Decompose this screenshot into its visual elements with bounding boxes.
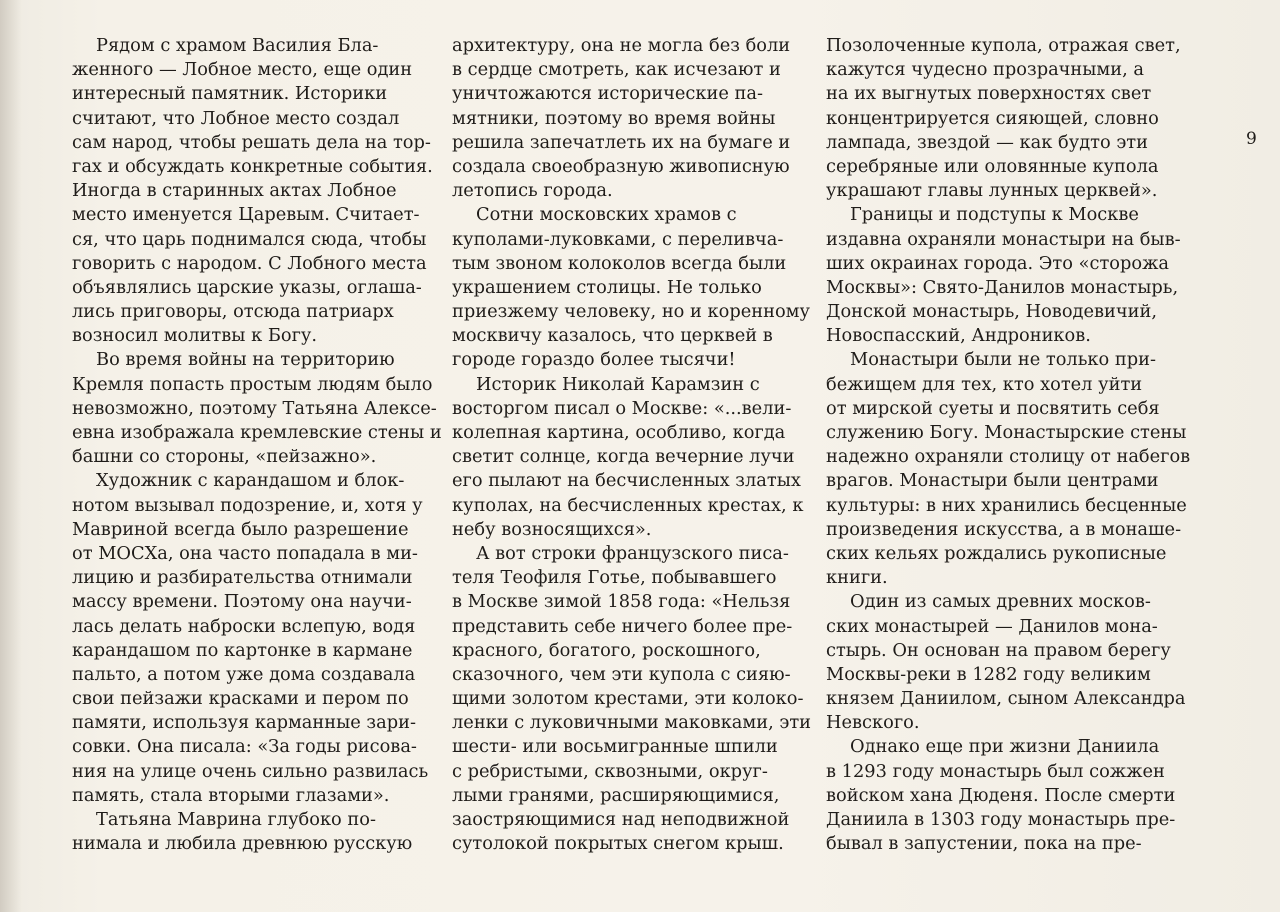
- text-line: тым звоном колоколов всегда были: [452, 252, 787, 274]
- text-line: восторгом писал о Москве: «...вели-: [452, 397, 792, 419]
- text-line: архитектуру, она не могла без боли: [452, 35, 791, 56]
- text-line: Сотни московских храмов с: [476, 204, 737, 226]
- text-line: пальто, а потом уже дома создавала: [72, 663, 416, 685]
- text-line: стырь. Он основан на правом берегу: [826, 639, 1171, 661]
- text-line: место именуется Царевым. Считает-: [72, 204, 420, 226]
- text-line: культуры: в них хранились бесценные: [826, 494, 1187, 516]
- text-line: князем Даниилом, сыном Александра: [826, 688, 1186, 710]
- text-line: создала своеобразную живописную: [452, 155, 790, 177]
- text-line: Рядом с храмом Василия Бла-: [96, 35, 379, 56]
- text-line: считают, что Лобное место создал: [72, 107, 400, 129]
- text-line: издавна охраняли монастыри на быв-: [826, 228, 1181, 250]
- text-line: Москвы»: Свято-Данилов монастырь,: [826, 276, 1179, 298]
- text-line: Один из самых древних москов-: [850, 591, 1151, 613]
- text-line: памяти, используя карманные зари-: [72, 712, 416, 734]
- text-line: евна изображала кремлевские стены и: [72, 422, 442, 443]
- text-line: память, стала вторыми глазами».: [72, 784, 390, 806]
- text-line: ших окраинах города. Это «сторожа: [826, 252, 1170, 274]
- text-line: книги.: [826, 567, 888, 589]
- text-line: нотом вызывал подозрение, и, хотя у: [72, 494, 423, 516]
- text-line: красного, богатого, роскошного,: [452, 639, 761, 661]
- text-line: лась делать наброски вслепую, водя: [72, 615, 416, 637]
- text-line: колепная картина, особливо, когда: [452, 422, 786, 443]
- text-line: Невского.: [826, 712, 920, 734]
- text-line: интересный памятник. Историки: [72, 83, 388, 105]
- text-line: сам народ, чтобы решать дела на тор-: [72, 131, 431, 153]
- text-line: сутолокой покрытых снегом крыш.: [452, 833, 784, 855]
- text-line: Донской монастырь, Новодевичий,: [826, 301, 1157, 323]
- text-line: в Москве зимой 1858 года: «Нельзя: [452, 591, 791, 613]
- text-line: ния на улице очень сильно развилась: [72, 760, 429, 782]
- text-line: невозможно, поэтому Татьяна Алексе-: [72, 397, 437, 419]
- text-line: войском хана Дюденя. После смерти: [826, 784, 1176, 806]
- text-line: сказочного, чем эти купола с сияю-: [452, 663, 791, 685]
- text-line: нимала и любила древнюю русскую: [72, 833, 413, 855]
- text-line: мятники, поэтому во время войны: [452, 107, 776, 129]
- text-line: заостряющимися над неподвижной: [452, 809, 790, 830]
- text-line: кажутся чудесно прозрачными, а: [826, 59, 1145, 81]
- text-line: концентрируется сияющей, словно: [826, 107, 1159, 129]
- text-line: массу времени. Поэтому она научи-: [72, 591, 412, 613]
- text-line: лись приговоры, отсюда патриарх: [72, 301, 394, 323]
- text-line: приезжему человеку, но и коренному: [452, 301, 810, 323]
- text-line: гах и обсуждать конкретные события.: [72, 155, 433, 177]
- text-line: его пылают на бесчисленных златых: [452, 470, 801, 492]
- text-line: украшением столицы. Не только: [452, 276, 762, 298]
- text-line: решила запечатлеть их на бумаге и: [452, 131, 791, 153]
- text-line: Кремля попасть простым людям было: [72, 373, 433, 395]
- text-line: говорить с народом. С Лобного места: [72, 252, 427, 274]
- text-line: Позолоченные купола, отражая свет,: [826, 35, 1181, 56]
- text-line: возносил молитвы к Богу.: [72, 325, 318, 347]
- text-line: Иногда в старинных актах Лобное: [72, 180, 397, 202]
- text-line: Даниила в 1303 году монастырь пре-: [826, 809, 1176, 830]
- text-line: произведения искусства, а в монаше-: [826, 518, 1182, 540]
- text-line: ся, что царь поднимался сюда, чтобы: [72, 228, 427, 250]
- text-line: лыми гранями, расширяющимися,: [452, 784, 780, 806]
- text-line: Мавриной всегда было разрешение: [72, 518, 409, 540]
- text-line: карандашом по картонке в кармане: [72, 639, 413, 661]
- page-number: 9: [1246, 129, 1257, 149]
- text-line: Монастыри были не только при-: [850, 349, 1156, 371]
- text-line: А вот строки французского писа-: [476, 542, 789, 564]
- text-line: Историк Николай Карамзин с: [476, 373, 760, 395]
- text-line: ских монастырей — Данилов мона-: [826, 615, 1158, 637]
- text-line: в сердце смотреть, как исчезают и: [452, 59, 781, 81]
- text-line: шести- или восьмигранные шпили: [452, 736, 778, 758]
- text-line: от МОСХа, она часто попадала в ми-: [72, 542, 418, 564]
- text-line: Границы и подступы к Москве: [850, 204, 1139, 226]
- text-line: серебряные или оловянные купола: [826, 155, 1159, 177]
- text-line: лампада, звездой — как будто эти: [826, 131, 1148, 153]
- text-line: москвичу казалось, что церквей в: [452, 325, 773, 347]
- text-line: совки. Она писала: «За годы рисова-: [72, 736, 417, 758]
- text-line: небу возносящихся».: [452, 518, 652, 540]
- text-line: щими золотом крестами, эти колоко-: [452, 688, 804, 710]
- text-line: городе гораздо более тысячи!: [452, 349, 736, 371]
- text-line: женного — Лобное место, еще один: [72, 59, 413, 81]
- text-column-3: [826, 34, 1191, 856]
- text-line: Новоспасский, Андроников.: [826, 325, 1091, 347]
- text-column-2: [452, 34, 812, 856]
- text-line: объявлялись царские указы, оглаша-: [72, 276, 422, 298]
- text-line: в 1293 году монастырь был сожжен: [826, 760, 1165, 782]
- text-line: куполами-луковками, с переливча-: [452, 228, 784, 250]
- text-line: врагов. Монастыри были центрами: [826, 470, 1159, 492]
- text-column-1: [72, 34, 442, 856]
- text-line: свои пейзажи красками и пером по: [72, 688, 409, 710]
- text-line: украшают главы лунных церквей».: [826, 180, 1158, 202]
- text-line: служению Богу. Монастырские стены: [826, 422, 1187, 443]
- text-line: ленки с луковичными маковками, эти: [452, 712, 812, 734]
- text-line: куполах, на бесчисленных крестах, к: [452, 494, 804, 516]
- text-line: Художник с карандашом и блок-: [96, 470, 405, 492]
- text-line: от мирской суеты и посвятить себя: [826, 397, 1160, 419]
- text-line: лицию и разбирательства отнимали: [72, 567, 413, 589]
- text-line: Москвы-реки в 1282 году великим: [826, 663, 1151, 685]
- text-line: надежно охраняли столицу от набегов: [826, 446, 1191, 468]
- text-line: светит солнце, когда вечерние лучи: [452, 446, 795, 468]
- text-line: на их выгнутых поверхностях свет: [826, 83, 1152, 105]
- text-line: летопись города.: [452, 180, 613, 202]
- text-line: Татьяна Маврина глубоко по-: [96, 809, 376, 830]
- text-line: Во время войны на территорию: [96, 349, 395, 371]
- text-line: теля Теофиля Готье, побывавшего: [452, 567, 777, 589]
- text-line: Однако еще при жизни Даниила: [850, 736, 1160, 758]
- text-line: с ребристыми, сквозными, округ-: [452, 760, 768, 782]
- text-line: представить себе ничего более пре-: [452, 615, 793, 637]
- text-line: башни со стороны, «пейзажно».: [72, 446, 377, 468]
- text-line: бежищем для тех, кто хотел уйти: [826, 373, 1143, 395]
- text-line: ских кельях рождались рукописные: [826, 542, 1167, 564]
- text-line: уничтожаются исторические па-: [452, 83, 763, 105]
- text-line: бывал в запустении, пока на пре-: [826, 833, 1142, 855]
- page-gutter-shadow: [0, 0, 22, 912]
